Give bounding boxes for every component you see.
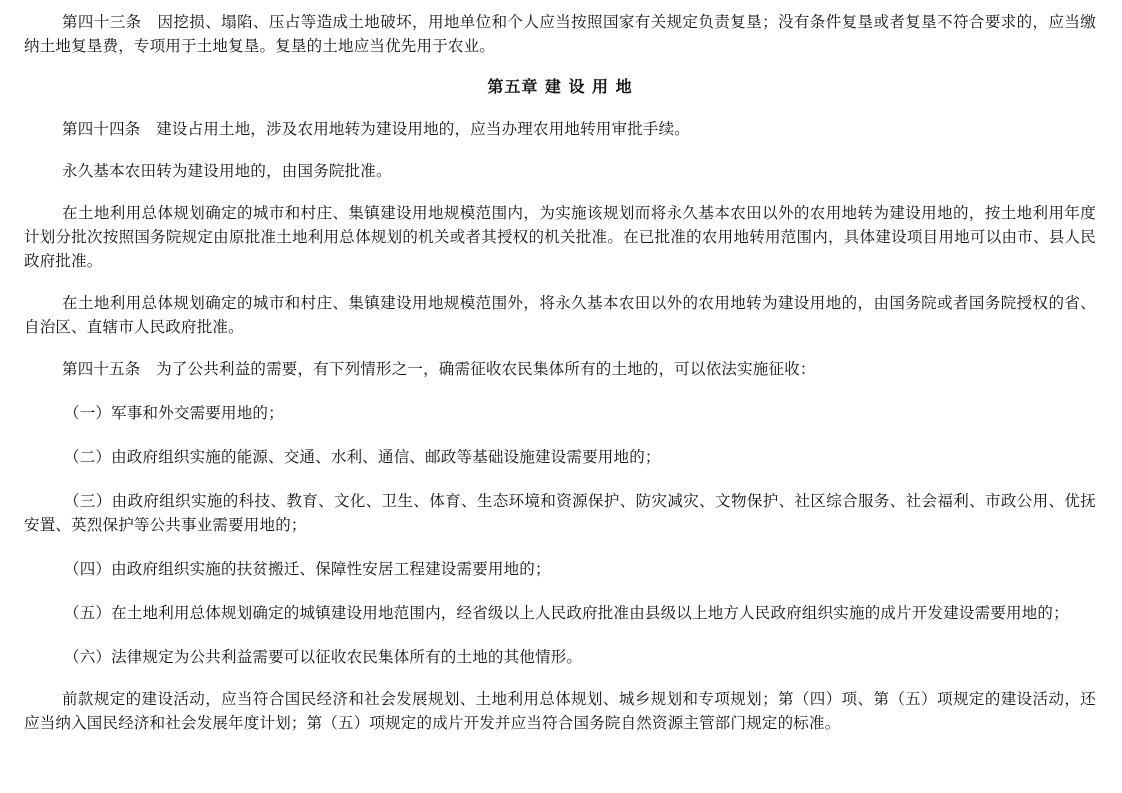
list-item-2: （二）由政府组织实施的能源、交通、水利、通信、邮政等基础设施建设需要用地的； xyxy=(64,448,661,466)
list-item-1: （一）军事和外交需要用地的； xyxy=(64,404,284,422)
article-43-paragraph: 第四十三条 因挖损、塌陷、压占等造成土地破坏，用地单位和个人应当按照国家有关规定负责复垦；没有条件复垦或者复垦不符合要求的，应当缴纳土地复垦费，专项用于土地复垦。复垦的土地应当优先用于农业。 xyxy=(24,13,1096,55)
chapter-title: 第五章 建 设 用 地 xyxy=(487,77,633,96)
list-item-3: （三）由政府组织实施的科技、教育、文化、卫生、体育、生态环境和资源保护、防灾减灾、文物保护、社区综合服务、社会福利、市政公用、优抚安置、英烈保护等公共事业需要用地的； xyxy=(24,492,1096,534)
article-44-clause-2: 永久基本农田转为建设用地的，由国务院批准。 xyxy=(62,162,392,180)
article-44-paragraph: 第四十四条 建设占用土地，涉及农用地转为建设用地的，应当办理农用地转用审批手续。 xyxy=(62,120,691,138)
list-item-4: （四）由政府组织实施的扶贫搬迁、保障性安居工程建设需要用地的； xyxy=(64,560,551,578)
article-44-clause-4: 在土地利用总体规划确定的城市和村庄、集镇建设用地规模范围外，将永久基本农田以外的农用地转为建设用地的，由国务院或者国务院授权的省、自治区、直辖市人民政府批准。 xyxy=(24,294,1096,336)
list-item-5: （五）在土地利用总体规划确定的城镇建设用地范围内，经省级以上人民政府批准由县级以上地方人民政府组织实施的成片开发建设需要用地的； xyxy=(64,604,1069,622)
article-44-clause-3: 在土地利用总体规划确定的城市和村庄、集镇建设用地规模范围内，为实施该规划而将永久基本农田以外的农用地转为建设用地的，按土地利用年度计划分批次按照国务院规定由原批准土地利用总体规划的机关或者其授权的机关批准。在已批准的农用地转用范围内，具体建设项目用地可以由市、县人民政府批准。 xyxy=(24,204,1096,270)
article-45-paragraph: 第四十五条 为了公共利益的需要，有下列情形之一，确需征收农民集体所有的土地的，可以依法实施征收： xyxy=(62,360,816,378)
article-45-closing-paragraph: 前款规定的建设活动，应当符合国民经济和社会发展规划、土地利用总体规划、城乡规划和专项规划；第（四）项、第（五）项规定的建设活动，还应当纳入国民经济和社会发展年度计划；第（五）项规定的成片开发并应当符合国务院自然资源主管部门规定的标准。 xyxy=(24,690,1096,732)
list-item-6: （六）法律规定为公共利益需要可以征收农民集体所有的土地的其他情形。 xyxy=(64,648,583,666)
